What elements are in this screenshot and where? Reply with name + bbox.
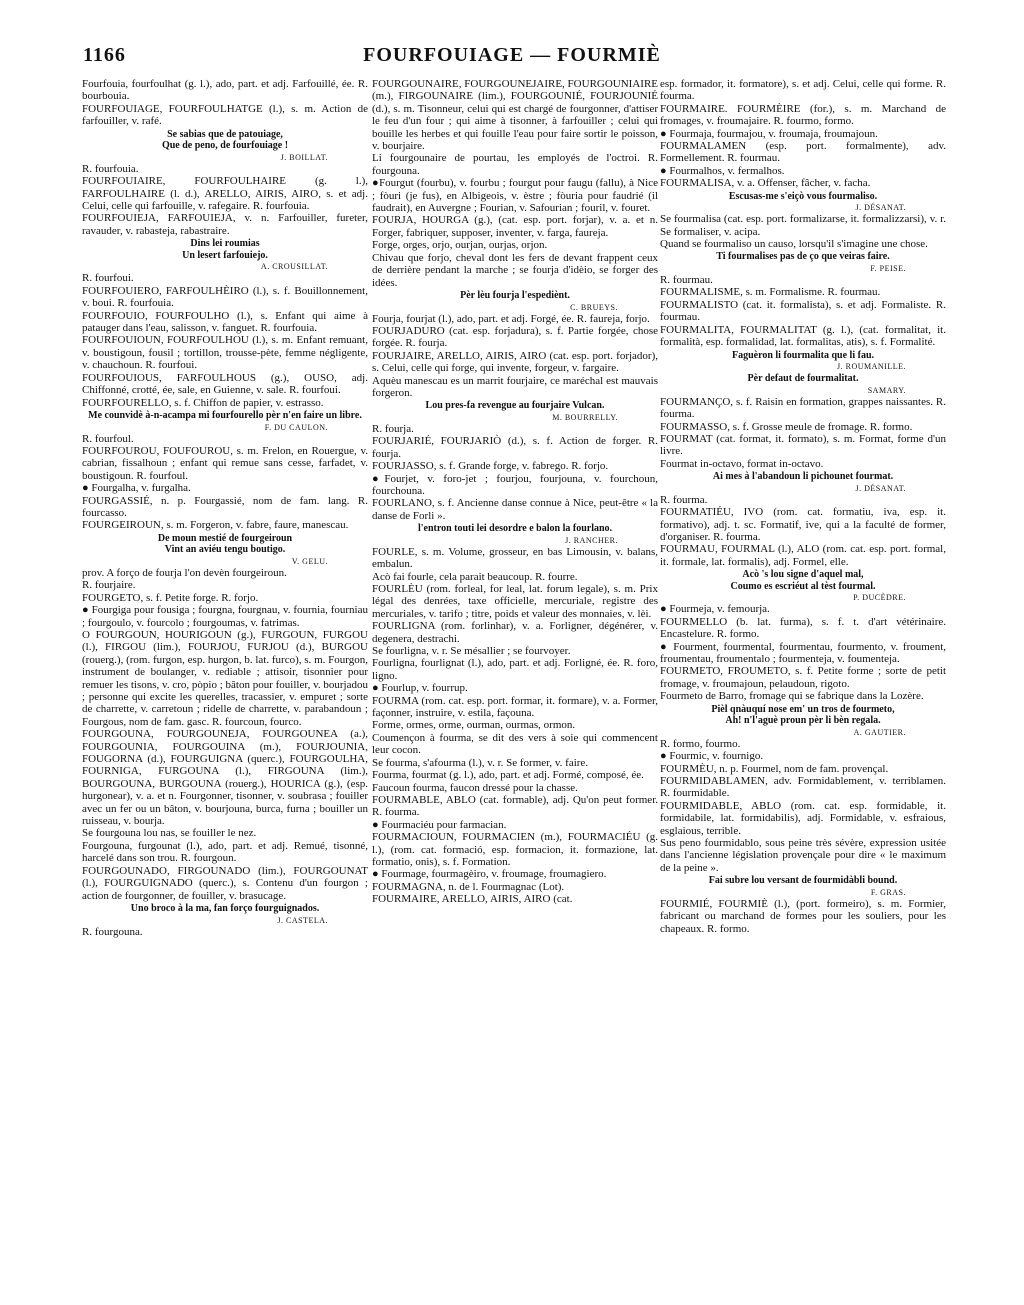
- dictionary-entry: FOURMA (rom. cat. esp. port. formar, it. formare), v. a. Former, façonner, instruire, v. estila, façouna.: [372, 694, 658, 720]
- dictionary-entry: FOURFOUIOUN, FOURFOULHOU (l.), s. m. Enfant remuant, v. boustigoun, fousil ; tortillon, trousse-pète, femme négligente, v. chauchoun. R. fourfoui.: [82, 334, 368, 372]
- quotation: Uno broco à la ma, fan forço fourguignados.: [130, 902, 320, 914]
- quotation: Fai subre lou versant de fourmidàbli bound.: [708, 875, 898, 887]
- dictionary-entry: Fourligna, fourlignat (l.), ado, part. et adj. Forligné, ée. R. foro, ligno.: [372, 657, 658, 682]
- quotation: Acò 's lou signe d'aquel mal, Coumo es escriéut al tèst fourmal.: [730, 569, 876, 592]
- dictionary-entry: Sus peno fourmidablo, sous peine très sévère, expression usitée dans l'ancienne législation provençale pour dire « le maximum de la peine ».: [660, 837, 946, 874]
- dictionary-entry: FOURMIÉ, FOURMIÈ (l.), (port. formeiro), s. m. Formier, fabricant ou marchand de formes pour les souliers, pour les chapeaux. R. formo.: [660, 897, 946, 935]
- dictionary-entry: FOURMIDABLE, ABLO (rom. cat. esp. formidable, it. formidabile, lat. formidabilis), adj. Formidable, v. esfraious, esglaious, terrible.: [660, 799, 946, 837]
- quotation-author: J. RANCHER.: [565, 535, 618, 545]
- dictionary-entry: esp. formador, it. formatore), s. et adj. Celui, celle qui forme. R. fourma.: [660, 78, 946, 103]
- dictionary-entry: FOURFOUIO, FOURFOULHO (l.), s. Enfant qui aime à patauger dans l'eau, salisson, v. fanguet. R. fourfouia.: [82, 309, 368, 335]
- dictionary-entry: R. fourfoul.: [82, 432, 134, 445]
- dictionary-entry: FOURMATIÉU, IVO (rom. cat. formatiu, iva, esp. it. formativo), adj. t. sc. Formatif, ive, qui a la faculté de former, d'organiser. R. fourma.: [660, 506, 946, 543]
- dictionary-entry: FOURLÈU (rom. forleal, for leal, lat. forum legale), s. m. Prix légal des denrées, taxe officielle, mercuriale, registre des mercuriales, v. tarifo ; titre, poids et valeur des monnaies, v. lèi.: [372, 583, 658, 620]
- quotation: Pièl qnàuquí nose em' un tros de fourmeto, Ah! n'l'aguè proun pèr li bèn regala.: [711, 703, 895, 727]
- quotation-author: A. GAUTIER.: [853, 727, 906, 737]
- quotation-author: A. CROUSILLAT.: [260, 262, 328, 272]
- page-title: FOURFOUIAGE — FOURMIÈ: [363, 44, 661, 66]
- dictionary-entry: Forge, orges, orjo, ourjan, ourjas, orjon.: [372, 239, 548, 252]
- quotation-author: F. DU CAULON.: [264, 422, 328, 432]
- dictionary-entry: FOURMÈU, n. p. Fourmel, nom de fam. provençal.: [660, 762, 889, 775]
- quotation: Dins lei roumias Un lesert farfouiejo.: [182, 238, 268, 261]
- quotation-author: J. DÉSANAT.: [855, 483, 906, 493]
- dictionary-entry: R. fourja.: [372, 422, 414, 435]
- dictionary-entry: FOURLANO, s. f. Ancienne danse connue à Nice, peut-être « la danse de Forli ».: [372, 497, 658, 522]
- quotation: Escusas-me s'eiçò vous fourmaliso.: [728, 190, 878, 202]
- quotation: l'entron touti lei desordre e balon la fourlano.: [417, 523, 613, 535]
- dictionary-entry: FOURFOUIERO, FARFOULHÈIRO (l.), s. f. Bouillonnement, v. boui. R. fourfouia.: [82, 284, 368, 310]
- dictionary-entry: ● Fourmeja, v. femourja.: [660, 603, 770, 616]
- dictionary-entry: ● Fourmaja, fourmajou, v. froumaja, froumajoun.: [660, 127, 878, 140]
- dictionary-entry: FOURJADURO (cat. esp. forjadura), s. f. Partie forgée, chose forgée. R. fourja.: [372, 324, 658, 350]
- dictionary-entry: FOURMALISA, v. a. Offenser, fâcher, v. facha.: [660, 177, 871, 190]
- dictionary-entry: FOURMETO, FROUMETO, s. f. Petite forme ; sorte de petit fromage, v. froumajoun, pelaudoun, rigoto.: [660, 665, 946, 690]
- dictionary-entry: ● Fourgalha, v. furgalha.: [82, 482, 191, 495]
- quotation: Pèr lèu fourja l'espediènt.: [460, 289, 570, 301]
- dictionary-entry: FOURMAIRE. FOURMÈIRE (for.), s. m. Marchand de fromages, v. froumajaire. R. fourmo, formo.: [660, 102, 946, 128]
- dictionary-entry: R. fourfoui.: [82, 272, 134, 285]
- dictionary-entry: Chivau que forjo, cheval dont les fers de devant frappent ceux de derrière pendant la marche ; se fourja d'idèio, se forger des idées.: [372, 251, 658, 289]
- dictionary-entry: Forme, ormes, orme, ourman, ourmas, ormon.: [372, 719, 576, 732]
- dictionary-entry: FOURMAT (cat. format, it. formato), s. m. Format, forme d'un livre.: [660, 432, 946, 458]
- dictionary-entry: Fourmeto de Barro, fromage qui se fabrique dans la Lozère.: [660, 690, 924, 703]
- dictionary-entry: FOURJARIÉ, FOURJARIÒ (d.), s. f. Action de forger. R. fourja.: [372, 435, 658, 460]
- dictionary-entry: FOURGOUNADO, FIRGOUNADO (lim.), FOURGOUNAT (l.), FOURGUIGNADO (querc.), s. Contenu d'un fourgon ; action de fourgonner, de fouiller, v. brasucage.: [82, 864, 368, 902]
- dictionary-entry: Li fourgounaire de pourtau, les employés de l'octroi. R. fourgouna.: [372, 152, 658, 177]
- dictionary-entry: FOURMALISME, s. m. Formalisme. R. fourmau.: [660, 286, 881, 299]
- dictionary-entry: R. fourgouna.: [82, 925, 143, 938]
- dictionary-entry: FOURMACIOUN, FOURMACIEN (m.), FOURMACIÉU (g. l.), (rom. cat. formació, esp. formacion, it. formazione, lat. formatio, onis), s. f. Formation.: [372, 831, 658, 868]
- dictionary-entry: R. fourfouia.: [82, 162, 139, 175]
- dictionary-entry: FOURFOUIOUS, FARFOULHOUS (g.), OUSO, adj. Chiffonné, crotté, ée, sale, en Guienne, v. sale. R. fourfoui.: [82, 371, 368, 397]
- quotation-author: J. BOILLAT.: [280, 152, 328, 162]
- dictionary-entry: Fourgouna, furgounat (l.), ado, part. et adj. Remué, tisonné, harcelé dans son trou. R. fourgoun.: [82, 839, 368, 865]
- dictionary-entry: FOURMANÇO, s. f. Raisin en formation, grappes naissantes. R. fourma.: [660, 395, 946, 421]
- quotation-author: C. BRUEYS.: [570, 302, 618, 312]
- dictionary-entry: FOURMALAMEN (esp. port. formalmente), adv. Formellement. R. fourmau.: [660, 140, 946, 165]
- dictionary-entry: prov. A forço de fourja l'on devèn fourgeiroun.: [82, 566, 287, 579]
- dictionary-entry: Aquèu manescau es un marrit fourjaire, ce maréchal est mauvais forgeron.: [372, 374, 658, 399]
- dictionary-entry: Fourja, fourjat (l.), ado, part. et adj. Forgé, ée. R. faureja, forjo.: [372, 312, 650, 325]
- dictionary-entry: ● Fourment, fourmental, fourmentau, fourmento, v. froument, froumentau, froumentalo ; fourmenteja, v. foumenteja.: [660, 640, 946, 665]
- dictionary-entry: FOURMASSO, s. f. Grosse meule de fromage. R. formo.: [660, 420, 913, 433]
- dictionary-entry: FOURGEIROUN, s. m. Forgeron, v. fabre, faure, manescau.: [82, 519, 349, 532]
- dictionary-entry: R. fourjaire.: [82, 579, 136, 592]
- dictionary-entry: FOURLIGNA (rom. forlinhar), v. a. Forligner, dégénérer, v. degenera, destrachi.: [372, 620, 658, 645]
- dictionary-entry: FOURGOUNA, FOURGOUNEJA, FOURGOUNEA (a.), FOURGOUNIA, FOURGOUINA (m.), FOURJOUNIA, FOUGORNA (d.), FOURGUIGNA (querc.), FOURGOULHA, FOURNIGA, FURGOUNA (l.), FIRGOUNA (lim.), BOURGOUNA, BURGOUNA (rouerg.), HOURICA (g.), (esp. hurgonear), v. a. et n. Fourgonner, tisonner, v. soubrasa ; fouiller avec un fer ou un bâton, v. bourjouna, burca, furna ; bouiller un ruisseau, v. bourja.: [82, 728, 368, 828]
- quotation-author: P. DUCÈDRE.: [853, 593, 906, 603]
- dictionary-entry: FOURFOURELLO, s. f. Chiffon de papier, v. estrasso.: [82, 396, 324, 409]
- quotation: Ti fourmalises pas de ço que veiras faire.: [716, 251, 890, 263]
- dictionary-entry: FOURMAU, FOURMAL (l.), ALO (rom. cat. esp. port. formal, it. formale, lat. formalis), adj. Formel, elle.: [660, 543, 946, 568]
- quotation-author: V. GELU.: [291, 556, 328, 566]
- dictionary-entry: FOURMABLE, ABLO (cat. formable), adj. Qu'on peut former. R. fourma.: [372, 793, 658, 819]
- dictionary-entry: FOURLE, s. m. Volume, grosseur, en bas Limousin, v. balans, embalun.: [372, 545, 658, 571]
- dictionary-entry: ● Fourlup, v. fourrup.: [372, 682, 468, 695]
- dictionary-entry: R. fourma.: [660, 493, 708, 506]
- dictionary-entry: FOURGETO, s. f. Petite forge. R. forjo.: [82, 591, 259, 604]
- dictionary-entry: FOURGOUNAIRE, FOURGOUNEJAIRE, FOURGOUNIAIRE (m.), FIRGOUNAIRE (lim.), FOURGOUNIÉ, FOURJOUNIÉ (d.), s. m. Tisonneur, celui qui est chargé de fourgonner, d'attiser le feu d'un four ; qui aime à tisonner, à farfouiller ; celui qui bouille les herbes et qui fouille l'eau pour faire sortir le poisson, v. bourjaire.: [372, 78, 658, 153]
- column-2: [372, 78, 658, 1298]
- column-3: [660, 78, 946, 1298]
- dictionary-entry: FOURMAGNA, n. de l. Fourmagnac (Lot).: [372, 880, 565, 893]
- page-header: [0, 44, 1024, 74]
- dictionary-entry: R. formo, fourmo.: [660, 737, 741, 750]
- dictionary-entry: Se fourmalisa (cat. esp. port. formalizarse, it. formalizzarsi), v. r. Se formaliser, v. acipa.: [660, 213, 946, 238]
- column-1: [82, 78, 368, 1298]
- quotation-author: J. CASTELA.: [277, 915, 328, 925]
- dictionary-entry: Se fourligna, v. r. Se mésallier ; se fourvoyer.: [372, 645, 571, 658]
- dictionary-entry: Fourfouia, fourfoulhat (g. l.), ado, part. et adj. Farfouillé, ée. R. bourbouia.: [82, 78, 368, 103]
- dictionary-entry: ● Fourgiga pour fousiga ; fourgna, fourgnau, v. fournia, fourniau ; fourgoulo, v. fourcolo ; fourgoumas, v. fatrimas.: [82, 604, 368, 629]
- dictionary-entry: Se fourma, s'afourma (l.), v. r. Se former, v. faire.: [372, 756, 589, 769]
- dictionary-entry: FOURFOUIAGE, FOURFOULHATGE (l.), s. m. Action de farfouiller, v. rafé.: [82, 102, 368, 128]
- quotation: Se sabias que de patouiage, Que de peno, de fourfouiage !: [161, 128, 289, 152]
- dictionary-entry: ● Fourmaciéu pour farmacian.: [372, 818, 507, 831]
- quotation-author: J. DÉSANAT.: [855, 203, 906, 213]
- quotation-author: F. PEISE.: [870, 264, 906, 274]
- dictionary-entry: Coumençon à fourma, se dit des vers à soie qui commencent leur cocon.: [372, 731, 658, 757]
- dictionary-entry: FOURMELLO (b. lat. furma), s. f. t. d'art vétérinaire. Encastelure. R. formo.: [660, 615, 946, 641]
- dictionary-entry: Fourmat in-octavo, format in-octavo.: [660, 457, 824, 470]
- dictionary-entry: FOURJAIRE, ARELLO, AIRIS, AIRO (cat. esp. port. forjador), s. Celui, celle qui forge, qui invente, forgeur, v. fargaire.: [372, 349, 658, 375]
- dictionary-entry: ●Fourgut (fourbu), v. fourbu ; fourgut pour faugu (fallu), à Nice ; fòuri (je fus), en Albigeois, v. èstre ; fòuria pour faudrié (il faudrait), en Auvergne ; Fourian, v. Safourian ; fouril, v. fouret.: [372, 177, 658, 215]
- quotation: Me counvidè à-n-acampa mi fourfourello pèr n'en faire un libre.: [88, 409, 362, 421]
- quotation: Ai mes à l'abandoun li pichounet fourmat.: [712, 471, 894, 483]
- dictionary-entry: FOURGASSIÉ, n. p. Fourgassié, nom de fam. lang. R. fourcasso.: [82, 494, 368, 519]
- quotation: Faguèron li fourmalita que li fau.: [731, 349, 875, 361]
- quotation: Lou pres-fa revengue au fourjaire Vulcan.: [425, 400, 605, 412]
- dictionary-entry: R. fourmau.: [660, 274, 713, 287]
- dictionary-entry: FOURJA, HOURGA (g.), (cat. esp. port. forjar), v. a. et n. Forger, fabriquer, supposer, inventer, v. farga, faureja.: [372, 214, 658, 239]
- dictionary-entry: O FOURGOUN, HOURIGOUN (g.), FURGOUN, FURGOU (l.), FIRGOU (lim.), FOURJOU, FURJOU (d.), BURGOU (rouerg.), (rom. furgon, esp. hurgon, b. lat. furco), s. m. Fourgon, instrument de boulanger, v. rediable ; attisoir, tisonnier pour remuer les tisons, v. cro, pòpio ; bâton pour fouiller, v. bourjadou ; personne qui excite les querelles, tracassier, v. empuret ; sorte de charrette, v. carretoun ; ridelle de charrette, v. parabandoun ; Fourgous, nom de fam. gasc. R. fourcoun, fourco.: [82, 628, 368, 728]
- dictionary-entry: ● Fourmage, fourmagèiro, v. froumage, froumagiero.: [372, 868, 607, 881]
- dictionary-entry: FOURFOUROU, FOUFOUROU, s. m. Frelon, en Rouergue, v. cabrian, fissalhoun ; enfant qui remue sans cesse, farfadet, v. boustigoun. R. fourfoul.: [82, 444, 368, 482]
- quotation: Pèr defaut de fourmalitat.: [747, 373, 859, 385]
- dictionary-entry: Fourma, fourmat (g. l.), ado, part. et adj. Formé, composé, ée.: [372, 769, 644, 782]
- quotation-author: F. GRAS.: [870, 887, 906, 897]
- dictionary-entry: FOURFOUIAIRE, FOURFOULHAIRE (g. l.), FARFOULHAIRE (l. d.), ARELLO, AIRIS, AIRO, s. et adj. Celui, celle qui farfouille, v. rafegaire. R. fourfouia.: [82, 175, 368, 213]
- quotation: De moun mestié de fourgeiroun Vint an aviéu tengu boutigo.: [157, 532, 293, 556]
- quotation-author: M. BOURRELLY.: [552, 412, 618, 422]
- dictionary-entry: Quand se fourmaliso un causo, lorsqu'il s'imagine une chose.: [660, 238, 928, 251]
- quotation-author: SAMARY.: [867, 385, 906, 395]
- dictionary-entry: FOURMALITA, FOURMALITAT (g. l.), (cat. formalitat, it. formalità, esp. formalidad, lat. formalitas, atis), s. f. Formalité.: [660, 323, 946, 349]
- dictionary-entry: FOURJASSO, s. f. Grande forge, v. fabrego. R. forjo.: [372, 460, 609, 473]
- quotation-author: J. ROUMANILLE.: [837, 362, 906, 372]
- dictionary-entry: Se fourgouna lou nas, se fouiller le nez.: [82, 827, 257, 840]
- dictionary-entry: Faucoun fourma, faucon dressé pour la chasse.: [372, 781, 578, 794]
- dictionary-entry: FOURMALISTO (cat. it. formalista), s. et adj. Formaliste. R. fourmau.: [660, 298, 946, 324]
- dictionary-entry: Acò fai fourle, cela parait beaucoup. R. fourre.: [372, 570, 578, 583]
- dictionary-entry: FOURFOUIEJA, FARFOUIEJA, v. n. Farfouiller, fureter, ravauder, v. rabasteja, rabastraire.: [82, 212, 368, 237]
- page-number: 1166: [83, 44, 126, 66]
- dictionary-entry: FOURMAIRE, ARELLO, AIRIS, AIRO (cat.: [372, 893, 573, 906]
- dictionary-entry: ● Fourmalhos, v. fermalhos.: [660, 164, 785, 177]
- dictionary-entry: FOURMIDABLAMEN, adv. Formidablement, v. terriblamen. R. fourmidable.: [660, 775, 946, 800]
- dictionary-entry: ●Fourjet, v. foro-jet ; fourjou, fourjouna, v. fourchoun, fourchouna.: [372, 472, 658, 497]
- dictionary-entry: ● Fourmic, v. fournigo.: [660, 750, 764, 763]
